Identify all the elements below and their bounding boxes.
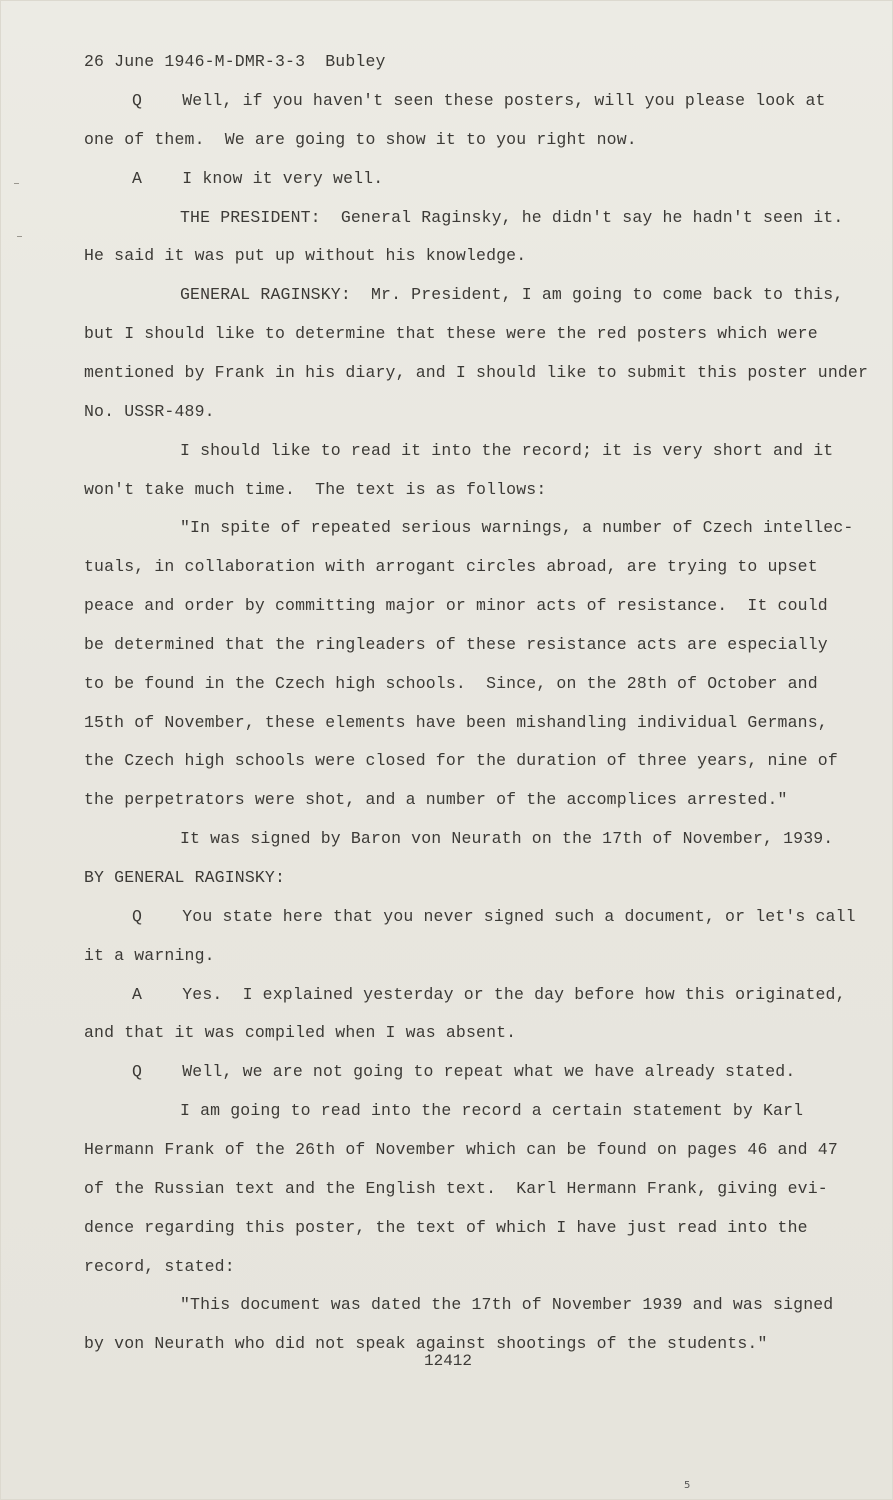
transcript-line: and that it was compiled when I was absent. xyxy=(84,1023,517,1042)
transcript-line: the perpetrators were shot, and a number of the accomplices arrested." xyxy=(84,790,788,809)
transcript-line: won't take much time. The text is as follows: xyxy=(84,480,547,499)
transcript-line: "In spite of repeated serious warnings, a number of Czech intellec- xyxy=(180,518,854,537)
transcript-line: by von Neurath who did not speak against shootings of the students." xyxy=(84,1334,768,1353)
transcript-line: Q You state here that you never signed such a document, or let's call xyxy=(132,907,856,926)
bottom-mark: 5 xyxy=(684,1480,691,1491)
transcript-line: A Yes. I explained yesterday or the day before how this originated, xyxy=(132,985,846,1004)
transcript-line: the Czech high schools were closed for the duration of three years, nine of xyxy=(84,751,838,770)
transcript-line: mentioned by Frank in his diary, and I should like to submit this poster under xyxy=(84,363,869,382)
transcript-line: record, stated: xyxy=(84,1257,235,1276)
transcript-line: Q Well, we are not going to repeat what we have already stated. xyxy=(132,1062,796,1081)
transcript-line: He said it was put up without his knowledge. xyxy=(84,246,527,265)
transcript-line: GENERAL RAGINSKY: Mr. President, I am going to come back to this, xyxy=(180,285,844,304)
margin-tick xyxy=(14,183,19,184)
transcript-line: A I know it very well. xyxy=(132,169,384,188)
transcript-line: one of them. We are going to show it to you right now. xyxy=(84,130,637,149)
transcript-line: dence regarding this poster, the text of which I have just read into the xyxy=(84,1218,808,1237)
transcript-line: tuals, in collaboration with arrogant circles abroad, are trying to upset xyxy=(84,557,818,576)
transcript-line: BY GENERAL RAGINSKY: xyxy=(84,868,286,887)
transcript-line: Q Well, if you haven't seen these posters, will you please look at xyxy=(132,91,826,110)
transcript-line: but I should like to determine that these were the red posters which were xyxy=(84,324,818,343)
transcript-line: be determined that the ringleaders of these resistance acts are especially xyxy=(84,635,828,654)
transcript-line: THE PRESIDENT: General Raginsky, he didn't say he hadn't seen it. xyxy=(180,208,844,227)
margin-tick xyxy=(17,236,22,237)
transcript-line: peace and order by committing major or minor acts of resistance. It could xyxy=(84,596,828,615)
transcript-line: I am going to read into the record a certain statement by Karl xyxy=(180,1101,804,1120)
transcript-line: to be found in the Czech high schools. Since, on the 28th of October and xyxy=(84,674,818,693)
transcript-line: "This document was dated the 17th of November 1939 and was signed xyxy=(180,1295,834,1314)
transcript-line: of the Russian text and the English text. Karl Hermann Frank, giving evi- xyxy=(84,1179,828,1198)
transcript-line: It was signed by Baron von Neurath on the 17th of November, 1939. xyxy=(180,829,834,848)
transcript-line: Hermann Frank of the 26th of November which can be found on pages 46 and 47 xyxy=(84,1140,838,1159)
transcript-line: No. USSR-489. xyxy=(84,402,215,421)
transcript-line: it a warning. xyxy=(84,946,215,965)
transcript-line: 15th of November, these elements have been mishandling individual Germans, xyxy=(84,713,828,732)
transcript-line: I should like to read it into the record; it is very short and it xyxy=(180,441,834,460)
page-number: 12412 xyxy=(424,1352,473,1370)
page-header: 26 June 1946-M-DMR-3-3 Bubley xyxy=(84,52,386,71)
